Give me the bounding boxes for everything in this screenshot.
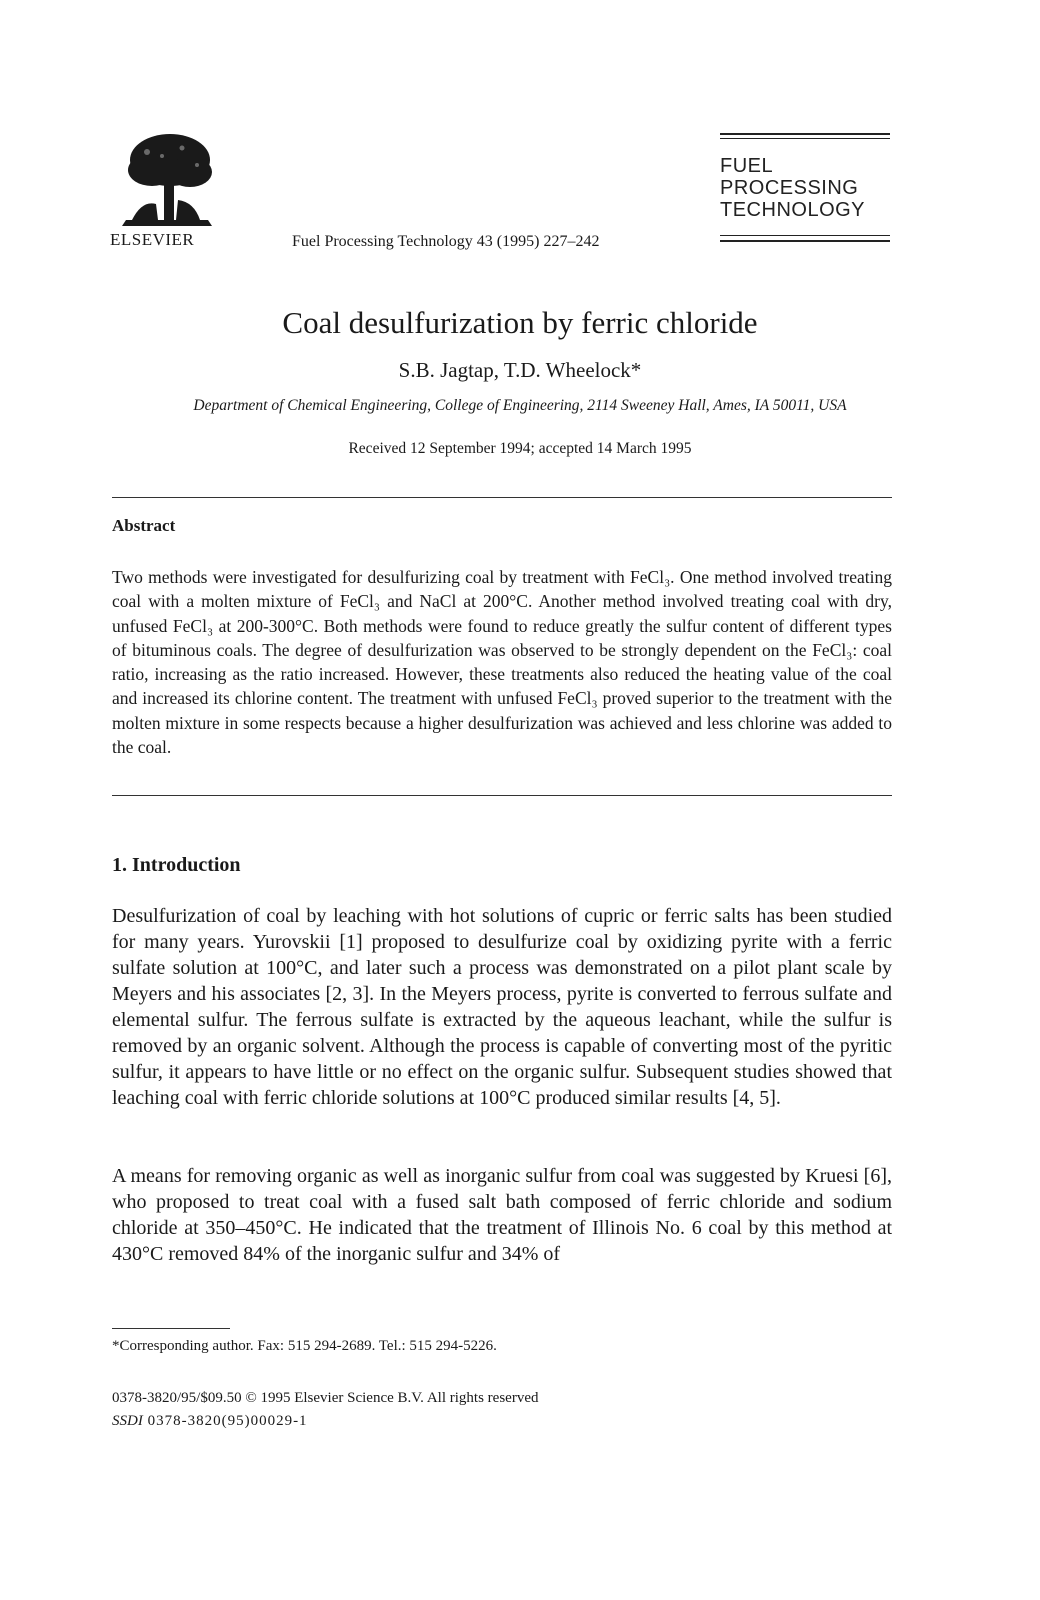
- abstract-rule-top: [112, 497, 892, 498]
- abstract-text: Two methods were investigated for desulfurizing coal by treatment with FeCl₃. One method involved treating coal with a molten mixture of FeCl₃ and NaCl at 200°C. Another method involved treating coal with dry, unfused FeCl₃ at 200-300°C. Both methods were found to reduce greatly the sulfur content of different types of bituminous coals. The degree of desulfurization was observed to be strongly dependent on the FeCl₃: coal ratio, increasing as the ratio increased. However, these treatments also reduced the heating value of the coal and increased its chlorine content. The treatment with unfused FeCl₃ proved superior to the treatment with the molten mixture in some respects because a higher desulfurization was achieved and less chlorine was added to the coal.: [112, 567, 892, 758]
- ssdi-number: 0378-3820(95)00029-1: [147, 1413, 308, 1429]
- section-heading-introduction: 1. Introduction: [112, 854, 241, 876]
- article-title: Coal desulfurization by ferric chloride: [282, 305, 758, 340]
- author-affiliation: Department of Chemical Engineering, College of Engineering, 2114 Sweeney Hall, Ames, IA 50011, USA: [193, 397, 847, 414]
- abstract-rule-bottom: [112, 795, 892, 796]
- journal-name-line-2: PROCESSING: [720, 177, 859, 199]
- journal-citation: Fuel Processing Technology 43 (1995) 227–242: [292, 233, 600, 250]
- corresponding-author-footnote: *Corresponding author. Fax: 515 294-2689. Tel.: 515 294-5226.: [112, 1338, 497, 1354]
- publisher-name: ELSEVIER: [110, 230, 195, 249]
- journal-name-line-1: FUEL: [720, 155, 774, 177]
- article-authors: S.B. Jagtap, T.D. Wheelock*: [398, 358, 642, 382]
- journal-rule-bottom-thin: [720, 235, 890, 236]
- abstract-heading: Abstract: [112, 516, 176, 535]
- journal-rule-top: [720, 133, 890, 135]
- received-dates: Received 12 September 1994; accepted 14 March 1995: [348, 440, 692, 457]
- journal-name-line-3: TECHNOLOGY: [720, 199, 866, 221]
- ssdi-label: SSDI: [112, 1413, 143, 1429]
- journal-rule-top-thin: [720, 138, 890, 139]
- footnote-rule: [112, 1328, 230, 1329]
- ssdi-line: [112, 1413, 308, 1430]
- introduction-paragraph-1: Desulfurization of coal by leaching with hot solutions of cupric or ferric salts has been studied for many years. Yurovskii [1] proposed to desulfurize coal by oxidizing pyrite with a ferric sulfate solution at 100°C, and later such a process was demonstrated on a pilot plant scale by Meyers and his associates [2, 3]. In the Meyers process, pyrite is converted to ferrous sulfate and elemental sulfur. The ferrous sulfate is extracted by the aqueous leachant, while the sulfur is removed by an organic solvent. Although the process is capable of converting most of the pyritic sulfur, it appears to have little or no effect on the organic sulfur. Subsequent studies showed that leaching coal with ferric chloride solutions at 100°C produced similar results [4, 5].: [112, 905, 892, 1109]
- elsevier-tree-logo-icon: [112, 130, 222, 230]
- journal-name: [720, 155, 900, 221]
- introduction-paragraph-2: A means for removing organic as well as inorganic sulfur from coal was suggested by Kruesi [6], who proposed to treat coal with a fused salt bath composed of ferric chloride and sodium chloride at 350–450°C. He indicated that the treatment of Illinois No. 6 coal by this method at 430°C removed 84% of the inorganic sulfur and 34% of: [112, 1165, 892, 1265]
- copyright-line: 0378-3820/95/$09.50 © 1995 Elsevier Science B.V. All rights reserved: [112, 1390, 539, 1406]
- journal-rule-bottom: [720, 240, 890, 242]
